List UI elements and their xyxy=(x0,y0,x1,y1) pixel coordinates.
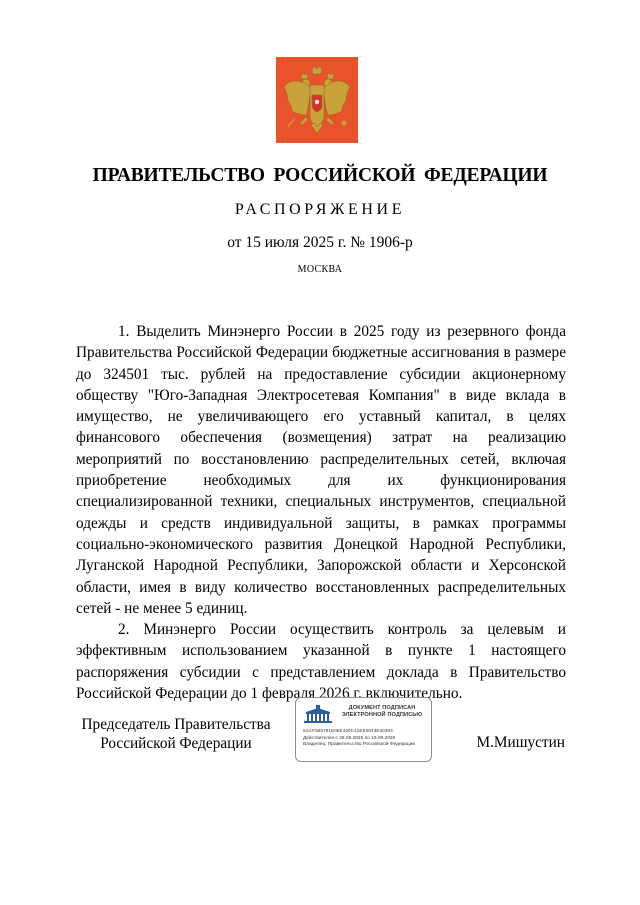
government-building-icon xyxy=(303,704,333,724)
paragraph-2: 2. Минэнерго России осуществить контроль за целевым и эффективным использованием указанной в пункте 1 настоящего распоряжения субсидии с представлением доклада в Правительство Российской Федерации до 1 февраля 2026 г. включительно. xyxy=(76,621,566,703)
paragraph-1: 1. Выделить Минэнерго России в 2025 году из резервного фонда Правительства Российской Федерации бюджетные ассигнования в размере до 324501 тыс. рублей на предоставление субсидии акционерному обществу "Юго-Западная Электросетевая Компания" в виде вклада в имущество, не увеличивающего его уставный капитал, в целях финансового обеспечения (возмещения) затрат на реализацию мероприятий по восстановлению распределительных сетей, включая приобретение необходимых для их функционирования специализированной техники, специальных инструментов, специальной одежды и средств индивидуальной защиты, в рамках программы социально-экономического развития Донецкой Народной Республики, Луганской Народной Республики, Запорожской области и Херсонской области, имея в виду количество восстановленных распределительных сетей - не менее 5 единиц. xyxy=(76,323,566,617)
stamp-serial: 51AFAB6781E06E420C41EE0043E30363 xyxy=(303,728,393,733)
document-date-number: от 15 июля 2025 г. № 1906-р xyxy=(227,234,413,251)
stamp-title-line2: ЭЛЕКТРОННОЙ ПОДПИСЬЮ xyxy=(341,712,423,718)
document-type: РАСПОРЯЖЕНИЕ xyxy=(234,201,406,218)
government-title: ПРАВИТЕЛЬСТВО РОССИЙСКОЙ ФЕДЕРАЦИИ xyxy=(92,165,548,186)
stamp-title-line1: ДОКУМЕНТ ПОДПИСАН xyxy=(348,705,416,711)
coat-of-arms-icon xyxy=(276,57,358,143)
signer-name: М.Мишустин xyxy=(476,734,565,751)
document-city: МОСКВА xyxy=(297,264,343,275)
stamp-owner: Владелец: Правительство Российской Федерации xyxy=(303,742,416,747)
signer-position xyxy=(76,715,276,753)
document-body xyxy=(76,321,566,704)
stamp-title xyxy=(336,705,428,719)
signer-position-line1: Председатель Правительства xyxy=(81,716,271,733)
signer-position-line2: Российской Федерации xyxy=(100,735,252,752)
stamp-validity: Действителен с 26.06.2025 по 19.09.2026 xyxy=(303,736,396,741)
electronic-signature-stamp xyxy=(295,697,432,762)
